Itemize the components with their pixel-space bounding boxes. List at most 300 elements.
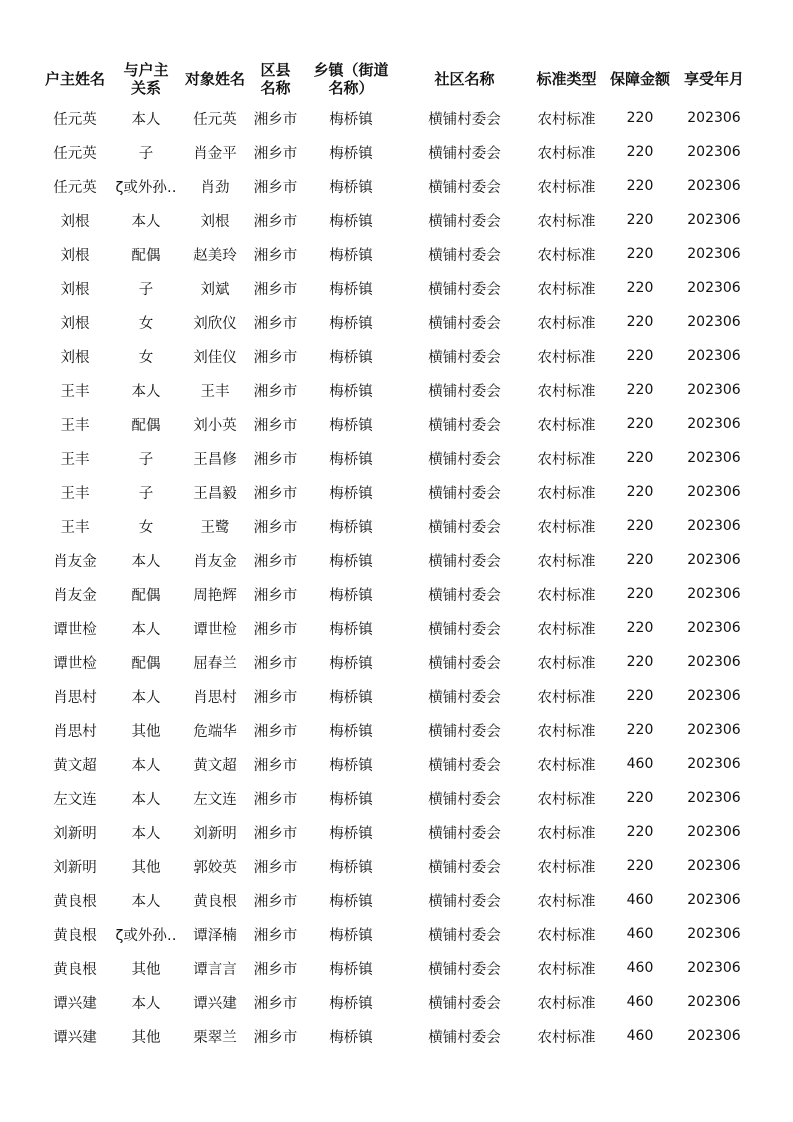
table-row [40, 713, 751, 747]
cell-person-name: 刘根 [200, 213, 230, 230]
cell-month: 202306 [687, 858, 741, 874]
cell-relation: 本人 [131, 995, 161, 1012]
cell-amount: 460 [626, 926, 654, 942]
cell-amount: 220 [626, 484, 654, 500]
cell-county: 湘乡市 [253, 995, 298, 1012]
cell-standard-type: 农村标准 [537, 315, 596, 332]
cell-month: 202306 [687, 756, 741, 772]
cell-amount: 220 [626, 212, 654, 228]
cell-relation: 其他 [131, 1029, 161, 1046]
table-row [40, 475, 751, 509]
cell-relation: 本人 [131, 383, 161, 400]
cell-community: 横铺村委会 [428, 723, 501, 740]
table-row [40, 169, 751, 203]
table-row [40, 611, 751, 645]
cell-person-name: 王鹭 [200, 519, 230, 536]
cell-month: 202306 [687, 484, 741, 500]
table-row [40, 883, 751, 917]
cell-person-name: 谭兴建 [193, 995, 237, 1012]
cell-amount: 460 [626, 756, 654, 772]
cell-standard-type: 农村标准 [537, 791, 596, 808]
cell-month: 202306 [687, 892, 741, 908]
cell-head-name: 黄良根 [53, 893, 97, 910]
cell-relation: 配偶 [131, 417, 161, 434]
cell-town: 梅桥镇 [329, 961, 373, 978]
cell-head-name: 刘新明 [53, 825, 97, 842]
table-row [40, 339, 751, 373]
cell-standard-type: 农村标准 [537, 961, 596, 978]
cell-amount: 220 [626, 110, 654, 126]
cell-community: 横铺村委会 [428, 621, 501, 638]
cell-county: 湘乡市 [253, 587, 298, 604]
cell-head-name: 肖友金 [53, 553, 97, 570]
cell-person-name: 肖劲 [200, 179, 230, 196]
column-header-line: 名称） [328, 79, 374, 97]
cell-person-name: 刘佳仪 [193, 349, 237, 366]
cell-head-name: 黄良根 [53, 961, 97, 978]
cell-person-name: 屈春兰 [193, 655, 237, 672]
cell-amount: 460 [626, 892, 654, 908]
cell-amount: 220 [626, 416, 654, 432]
cell-amount: 220 [626, 790, 654, 806]
cell-community: 横铺村委会 [428, 383, 501, 400]
cell-person-name: 黄文超 [193, 757, 237, 774]
cell-person-name: 王昌毅 [193, 485, 237, 502]
table-row [40, 509, 751, 543]
cell-month: 202306 [687, 246, 741, 262]
cell-month: 202306 [687, 926, 741, 942]
cell-amount: 220 [626, 178, 654, 194]
cell-standard-type: 农村标准 [537, 825, 596, 842]
cell-person-name: 谭言言 [193, 961, 237, 978]
cell-month: 202306 [687, 450, 741, 466]
column-header-amount [603, 57, 677, 101]
cell-head-name: 谭世检 [53, 655, 97, 672]
cell-month: 202306 [687, 382, 741, 398]
cell-amount: 460 [626, 994, 654, 1010]
table-row [40, 985, 751, 1019]
cell-town: 梅桥镇 [329, 587, 373, 604]
cell-standard-type: 农村标准 [537, 621, 596, 638]
table-row [40, 815, 751, 849]
cell-person-name: 黄良根 [193, 893, 237, 910]
cell-amount: 220 [626, 620, 654, 636]
cell-town: 梅桥镇 [329, 519, 373, 536]
cell-standard-type: 农村标准 [537, 995, 596, 1012]
cell-standard-type: 农村标准 [537, 417, 596, 434]
cell-standard-type: 农村标准 [537, 859, 596, 876]
cell-county: 湘乡市 [253, 213, 298, 230]
cell-relation: 本人 [131, 553, 161, 570]
table-row [40, 951, 751, 985]
cell-month: 202306 [687, 586, 741, 602]
cell-standard-type: 农村标准 [537, 451, 596, 468]
cell-relation: 本人 [131, 111, 161, 128]
cell-relation: 女 [138, 349, 154, 366]
column-header-line: 名称 [260, 79, 291, 97]
cell-head-name: 刘新明 [53, 859, 97, 876]
cell-month: 202306 [687, 722, 741, 738]
cell-head-name: 刘根 [60, 247, 90, 264]
cell-county: 湘乡市 [253, 179, 298, 196]
table-row [40, 917, 751, 951]
cell-relation: 本人 [131, 825, 161, 842]
cell-county: 湘乡市 [253, 349, 298, 366]
table-row [40, 237, 751, 271]
cell-county: 湘乡市 [253, 553, 298, 570]
cell-standard-type: 农村标准 [537, 179, 596, 196]
cell-standard-type: 农村标准 [537, 145, 596, 162]
column-header-line: 对象姓名 [184, 70, 245, 88]
cell-head-name: 王丰 [60, 383, 90, 400]
cell-amount: 220 [626, 858, 654, 874]
cell-town: 梅桥镇 [329, 417, 373, 434]
table-row [40, 203, 751, 237]
column-header-month [677, 57, 751, 101]
cell-head-name: 左文连 [53, 791, 97, 808]
cell-person-name: 谭世检 [193, 621, 237, 638]
cell-amount: 220 [626, 552, 654, 568]
cell-person-name: 刘斌 [200, 281, 230, 298]
cell-person-name: 王丰 [200, 383, 230, 400]
cell-relation: ζ或外孙‥ [115, 179, 177, 196]
cell-county: 湘乡市 [253, 451, 298, 468]
cell-county: 湘乡市 [253, 757, 298, 774]
cell-community: 横铺村委会 [428, 179, 501, 196]
cell-community: 横铺村委会 [428, 859, 501, 876]
cell-head-name: 肖思村 [53, 723, 97, 740]
cell-town: 梅桥镇 [329, 927, 373, 944]
cell-county: 湘乡市 [253, 961, 298, 978]
table-row [40, 1019, 751, 1053]
cell-person-name: 周艳辉 [193, 587, 237, 604]
cell-relation: 子 [138, 485, 154, 502]
cell-town: 梅桥镇 [329, 247, 373, 264]
cell-head-name: 谭世检 [53, 621, 97, 638]
cell-town: 梅桥镇 [329, 485, 373, 502]
cell-amount: 220 [626, 654, 654, 670]
column-header-county [248, 57, 303, 101]
cell-amount: 220 [626, 382, 654, 398]
cell-head-name: 任元英 [53, 179, 97, 196]
column-header-standard-type [530, 57, 603, 101]
table-row [40, 271, 751, 305]
cell-amount: 460 [626, 960, 654, 976]
cell-county: 湘乡市 [253, 723, 298, 740]
cell-standard-type: 农村标准 [537, 723, 596, 740]
cell-standard-type: 农村标准 [537, 689, 596, 706]
cell-standard-type: 农村标准 [537, 349, 596, 366]
cell-town: 梅桥镇 [329, 995, 373, 1012]
cell-amount: 220 [626, 824, 654, 840]
cell-standard-type: 农村标准 [537, 655, 596, 672]
column-header-community [399, 57, 530, 101]
cell-standard-type: 农村标准 [537, 281, 596, 298]
cell-town: 梅桥镇 [329, 825, 373, 842]
cell-county: 湘乡市 [253, 111, 298, 128]
cell-head-name: 谭兴建 [53, 1029, 97, 1046]
cell-relation: 子 [138, 451, 154, 468]
table-row [40, 747, 751, 781]
cell-relation: 本人 [131, 893, 161, 910]
cell-town: 梅桥镇 [329, 689, 373, 706]
cell-person-name: 栗翠兰 [193, 1029, 237, 1046]
cell-community: 横铺村委会 [428, 213, 501, 230]
cell-amount: 220 [626, 450, 654, 466]
cell-community: 横铺村委会 [428, 145, 501, 162]
cell-town: 梅桥镇 [329, 791, 373, 808]
cell-head-name: 黄文超 [53, 757, 97, 774]
table-header [40, 57, 751, 101]
cell-head-name: 王丰 [60, 519, 90, 536]
cell-month: 202306 [687, 552, 741, 568]
cell-town: 梅桥镇 [329, 621, 373, 638]
cell-standard-type: 农村标准 [537, 1029, 596, 1046]
cell-month: 202306 [687, 620, 741, 636]
table-row [40, 543, 751, 577]
cell-town: 梅桥镇 [329, 145, 373, 162]
column-header-line: 享受年月 [683, 70, 744, 88]
cell-month: 202306 [687, 178, 741, 194]
cell-standard-type: 农村标准 [537, 247, 596, 264]
cell-relation: 配偶 [131, 587, 161, 604]
cell-standard-type: 农村标准 [537, 111, 596, 128]
column-header-person-name [182, 57, 248, 101]
cell-county: 湘乡市 [253, 383, 298, 400]
cell-standard-type: 农村标准 [537, 213, 596, 230]
cell-relation: 子 [138, 281, 154, 298]
cell-person-name: 郭姣英 [193, 859, 237, 876]
cell-head-name: 刘根 [60, 213, 90, 230]
cell-community: 横铺村委会 [428, 417, 501, 434]
cell-community: 横铺村委会 [428, 689, 501, 706]
cell-person-name: 王昌修 [193, 451, 237, 468]
cell-month: 202306 [687, 824, 741, 840]
cell-head-name: 刘根 [60, 315, 90, 332]
cell-relation: 女 [138, 315, 154, 332]
table-row [40, 645, 751, 679]
column-header-head-name [40, 57, 110, 101]
cell-person-name: 肖思村 [193, 689, 237, 706]
cell-month: 202306 [687, 688, 741, 704]
table-row [40, 373, 751, 407]
cell-month: 202306 [687, 110, 741, 126]
cell-community: 横铺村委会 [428, 757, 501, 774]
cell-person-name: 刘欣仪 [193, 315, 237, 332]
table-row [40, 679, 751, 713]
cell-relation: 本人 [131, 791, 161, 808]
cell-head-name: 任元英 [53, 111, 97, 128]
cell-community: 横铺村委会 [428, 655, 501, 672]
cell-relation: 其他 [131, 723, 161, 740]
cell-head-name: 王丰 [60, 451, 90, 468]
cell-community: 横铺村委会 [428, 553, 501, 570]
cell-town: 梅桥镇 [329, 859, 373, 876]
cell-month: 202306 [687, 416, 741, 432]
cell-town: 梅桥镇 [329, 723, 373, 740]
cell-community: 横铺村委会 [428, 247, 501, 264]
cell-person-name: 肖友金 [193, 553, 237, 570]
column-header-line: 户主姓名 [44, 70, 105, 88]
cell-person-name: 肖金平 [193, 145, 237, 162]
cell-county: 湘乡市 [253, 485, 298, 502]
cell-county: 湘乡市 [253, 655, 298, 672]
column-header-line: 乡镇（街道 [313, 61, 389, 79]
cell-town: 梅桥镇 [329, 349, 373, 366]
column-header-town [303, 57, 399, 101]
cell-community: 横铺村委会 [428, 791, 501, 808]
cell-standard-type: 农村标准 [537, 587, 596, 604]
table-row [40, 781, 751, 815]
beneficiary-table [40, 57, 751, 1053]
cell-county: 湘乡市 [253, 315, 298, 332]
cell-town: 梅桥镇 [329, 553, 373, 570]
cell-amount: 220 [626, 348, 654, 364]
cell-community: 横铺村委会 [428, 995, 501, 1012]
cell-person-name: 赵美玲 [193, 247, 237, 264]
cell-county: 湘乡市 [253, 893, 298, 910]
cell-town: 梅桥镇 [329, 893, 373, 910]
table-row [40, 577, 751, 611]
column-header-line: 社区名称 [434, 70, 495, 88]
cell-head-name: 肖友金 [53, 587, 97, 604]
cell-amount: 220 [626, 144, 654, 160]
cell-county: 湘乡市 [253, 859, 298, 876]
cell-community: 横铺村委会 [428, 927, 501, 944]
cell-standard-type: 农村标准 [537, 553, 596, 570]
cell-community: 横铺村委会 [428, 1029, 501, 1046]
cell-community: 横铺村委会 [428, 893, 501, 910]
cell-county: 湘乡市 [253, 417, 298, 434]
table-row [40, 305, 751, 339]
table-row [40, 407, 751, 441]
cell-community: 横铺村委会 [428, 587, 501, 604]
cell-person-name: 刘小英 [193, 417, 237, 434]
cell-person-name: 任元英 [193, 111, 237, 128]
cell-town: 梅桥镇 [329, 179, 373, 196]
cell-head-name: 任元英 [53, 145, 97, 162]
cell-head-name: 王丰 [60, 485, 90, 502]
cell-county: 湘乡市 [253, 825, 298, 842]
cell-town: 梅桥镇 [329, 213, 373, 230]
cell-amount: 220 [626, 280, 654, 296]
cell-month: 202306 [687, 1028, 741, 1044]
cell-community: 横铺村委会 [428, 485, 501, 502]
header-row [40, 57, 751, 101]
cell-community: 横铺村委会 [428, 451, 501, 468]
cell-head-name: 肖思村 [53, 689, 97, 706]
cell-standard-type: 农村标准 [537, 927, 596, 944]
cell-relation: 本人 [131, 757, 161, 774]
cell-standard-type: 农村标准 [537, 519, 596, 536]
cell-town: 梅桥镇 [329, 1029, 373, 1046]
cell-county: 湘乡市 [253, 145, 298, 162]
cell-county: 湘乡市 [253, 281, 298, 298]
cell-head-name: 谭兴建 [53, 995, 97, 1012]
cell-month: 202306 [687, 654, 741, 670]
cell-head-name: 刘根 [60, 349, 90, 366]
column-header-relation [110, 57, 182, 101]
cell-amount: 220 [626, 246, 654, 262]
cell-month: 202306 [687, 790, 741, 806]
column-header-line: 保障金额 [609, 70, 670, 88]
cell-amount: 220 [626, 688, 654, 704]
cell-county: 湘乡市 [253, 1029, 298, 1046]
cell-month: 202306 [687, 348, 741, 364]
cell-town: 梅桥镇 [329, 655, 373, 672]
cell-relation: 配偶 [131, 247, 161, 264]
cell-relation: 本人 [131, 621, 161, 638]
cell-relation: 子 [138, 145, 154, 162]
cell-community: 横铺村委会 [428, 519, 501, 536]
cell-standard-type: 农村标准 [537, 383, 596, 400]
column-header-line: 关系 [130, 79, 161, 97]
cell-community: 横铺村委会 [428, 961, 501, 978]
cell-community: 横铺村委会 [428, 315, 501, 332]
cell-county: 湘乡市 [253, 689, 298, 706]
cell-relation: ζ或外孙‥ [115, 927, 177, 944]
cell-standard-type: 农村标准 [537, 893, 596, 910]
cell-person-name: 谭泽楠 [193, 927, 237, 944]
cell-month: 202306 [687, 960, 741, 976]
cell-head-name: 刘根 [60, 281, 90, 298]
cell-town: 梅桥镇 [329, 315, 373, 332]
cell-town: 梅桥镇 [329, 383, 373, 400]
cell-community: 横铺村委会 [428, 281, 501, 298]
cell-county: 湘乡市 [253, 247, 298, 264]
cell-person-name: 左文连 [193, 791, 237, 808]
cell-month: 202306 [687, 280, 741, 296]
cell-month: 202306 [687, 994, 741, 1010]
cell-relation: 配偶 [131, 655, 161, 672]
cell-month: 202306 [687, 212, 741, 228]
cell-county: 湘乡市 [253, 927, 298, 944]
cell-community: 横铺村委会 [428, 349, 501, 366]
cell-month: 202306 [687, 144, 741, 160]
cell-head-name: 王丰 [60, 417, 90, 434]
cell-amount: 220 [626, 586, 654, 602]
cell-county: 湘乡市 [253, 621, 298, 638]
table-row [40, 441, 751, 475]
cell-town: 梅桥镇 [329, 451, 373, 468]
cell-amount: 220 [626, 722, 654, 738]
cell-county: 湘乡市 [253, 791, 298, 808]
cell-community: 横铺村委会 [428, 825, 501, 842]
cell-standard-type: 农村标准 [537, 485, 596, 502]
cell-town: 梅桥镇 [329, 757, 373, 774]
cell-amount: 220 [626, 314, 654, 330]
column-header-line: 与户主 [123, 61, 169, 79]
cell-community: 横铺村委会 [428, 111, 501, 128]
cell-month: 202306 [687, 518, 741, 534]
column-header-line: 区县 [260, 61, 291, 79]
cell-county: 湘乡市 [253, 519, 298, 536]
cell-relation: 其他 [131, 961, 161, 978]
cell-relation: 本人 [131, 689, 161, 706]
cell-month: 202306 [687, 314, 741, 330]
cell-relation: 其他 [131, 859, 161, 876]
table-row [40, 849, 751, 883]
cell-standard-type: 农村标准 [537, 757, 596, 774]
table-row [40, 101, 751, 135]
cell-relation: 本人 [131, 213, 161, 230]
cell-head-name: 黄良根 [53, 927, 97, 944]
cell-person-name: 危端华 [193, 723, 237, 740]
cell-town: 梅桥镇 [329, 281, 373, 298]
cell-town: 梅桥镇 [329, 111, 373, 128]
table-body [40, 101, 751, 1053]
cell-amount: 460 [626, 1028, 654, 1044]
